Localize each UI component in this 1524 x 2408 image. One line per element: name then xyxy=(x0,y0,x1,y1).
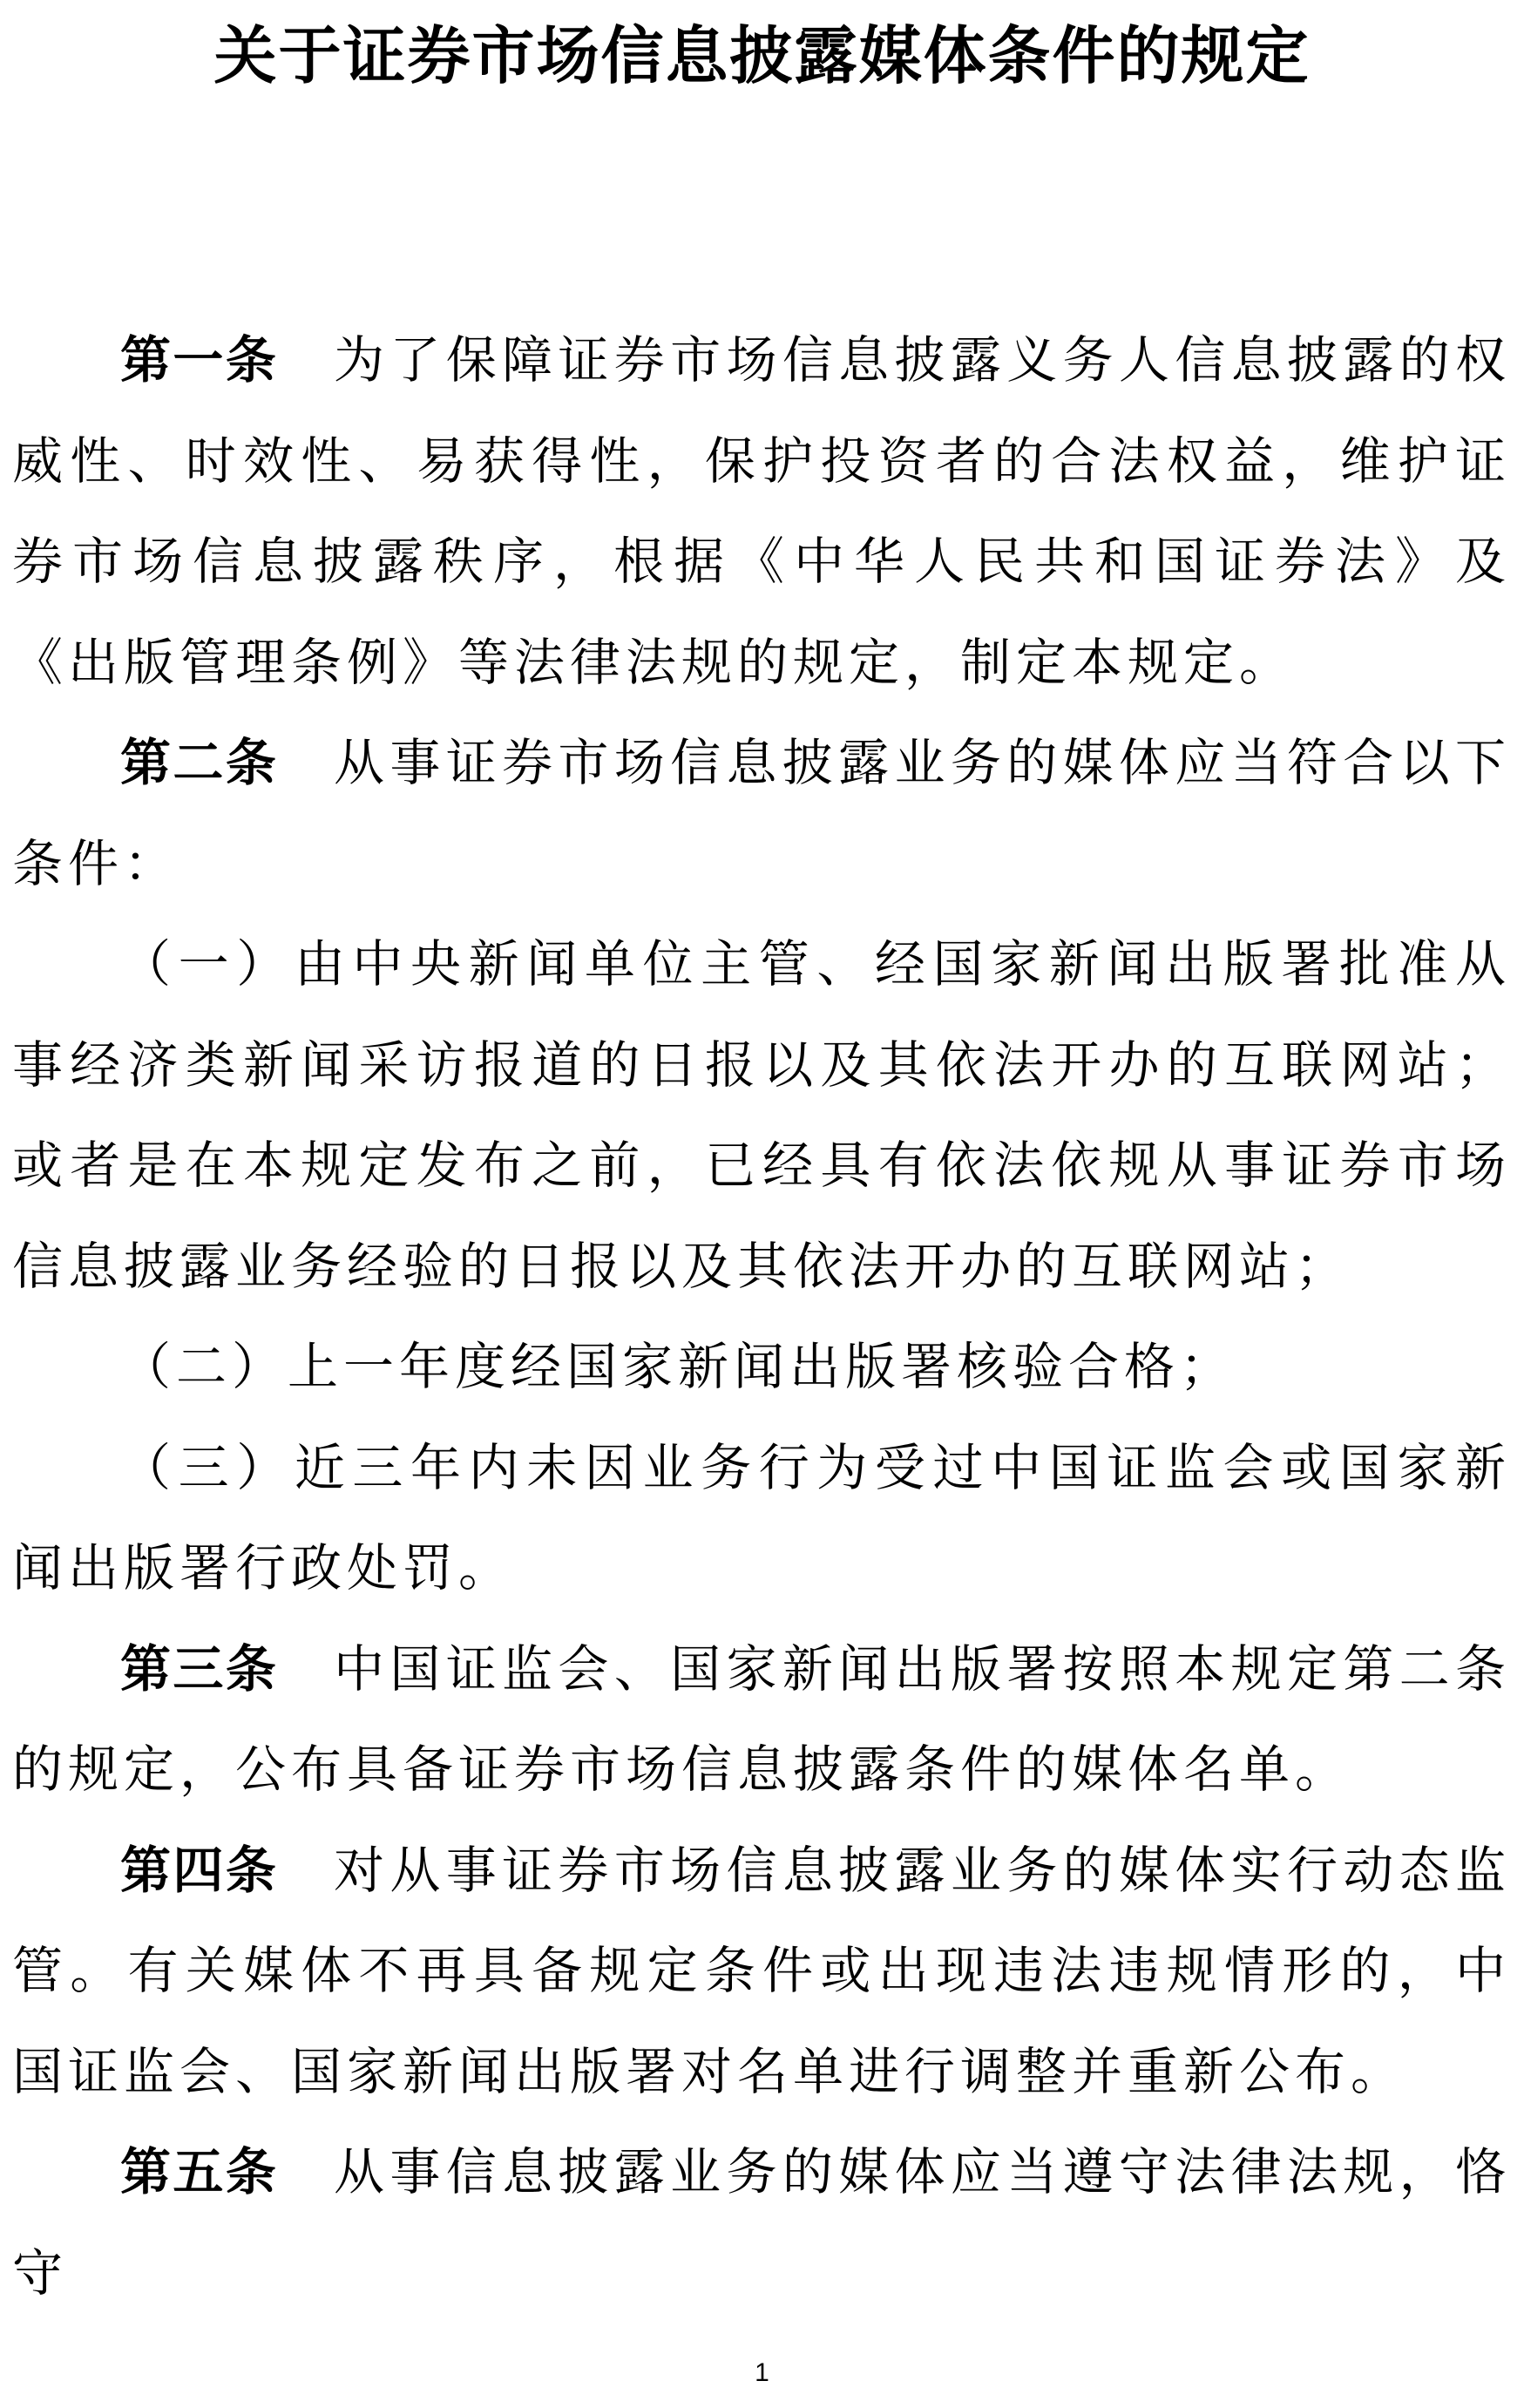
paragraph-text: 从事信息披露业务的媒体应当遵守法律法规，恪守 xyxy=(12,2142,1511,2303)
article-label: 第二条 xyxy=(120,733,279,792)
article-label: 第五条 xyxy=(120,2142,279,2201)
paragraph-text: 对从事证券市场信息披露业务的媒体实行动态监管。有关媒体不再具备规定条件或出现违法违规情形的，中国证监会、国家新闻出版署对名单进行调整并重新公布。 xyxy=(12,1840,1511,2101)
paragraph-text: 中国证监会、国家新闻出版署按照本规定第二条的规定，公布具备证券市场信息披露条件的媒体名单。 xyxy=(12,1638,1511,1799)
paragraph-item-2 xyxy=(12,1317,1511,1418)
paragraph-text: （一）由中央新闻单位主管、经国家新闻出版署批准从事经济类新闻采访报道的日报以及其依法开办的互联网站；或者是在本规定发布之前，已经具有依法依规从事证券市场信息披露业务经验的日报以及其依法开办的互联网站； xyxy=(12,934,1511,1296)
paragraph-article-5 xyxy=(12,2122,1511,2323)
paragraph-text: （三）近三年内未因业务行为受过中国证监会或国家新闻出版署行政处罚。 xyxy=(12,1437,1511,1597)
paragraph-article-1 xyxy=(12,310,1511,713)
paragraph-article-4 xyxy=(12,1821,1511,2123)
paragraph-text: 从事证券市场信息披露业务的媒体应当符合以下条件： xyxy=(12,733,1511,893)
page-number: 1 xyxy=(755,2358,769,2387)
paragraph-item-3 xyxy=(12,1418,1511,1619)
paragraph-text: （二）上一年度经国家新闻出版署核验合格； xyxy=(120,1337,1236,1396)
paragraph-text: 为了保障证券市场信息披露义务人信息披露的权威性、时效性、易获得性，保护投资者的合法权益，维护证券市场信息披露秩序，根据《中华人民共和国证券法》及《出版管理条例》等法律法规的规定，制定本规定。 xyxy=(12,330,1511,692)
document-title: 关于证券市场信息披露媒体条件的规定 xyxy=(213,18,1311,92)
article-label: 第一条 xyxy=(120,330,279,390)
paragraph-item-1 xyxy=(12,914,1511,1317)
article-label: 第三条 xyxy=(120,1638,279,1699)
document-body xyxy=(12,310,1511,2323)
paragraph-article-2 xyxy=(12,713,1511,914)
paragraph-article-3 xyxy=(12,1619,1511,1821)
article-label: 第四条 xyxy=(120,1840,279,1900)
